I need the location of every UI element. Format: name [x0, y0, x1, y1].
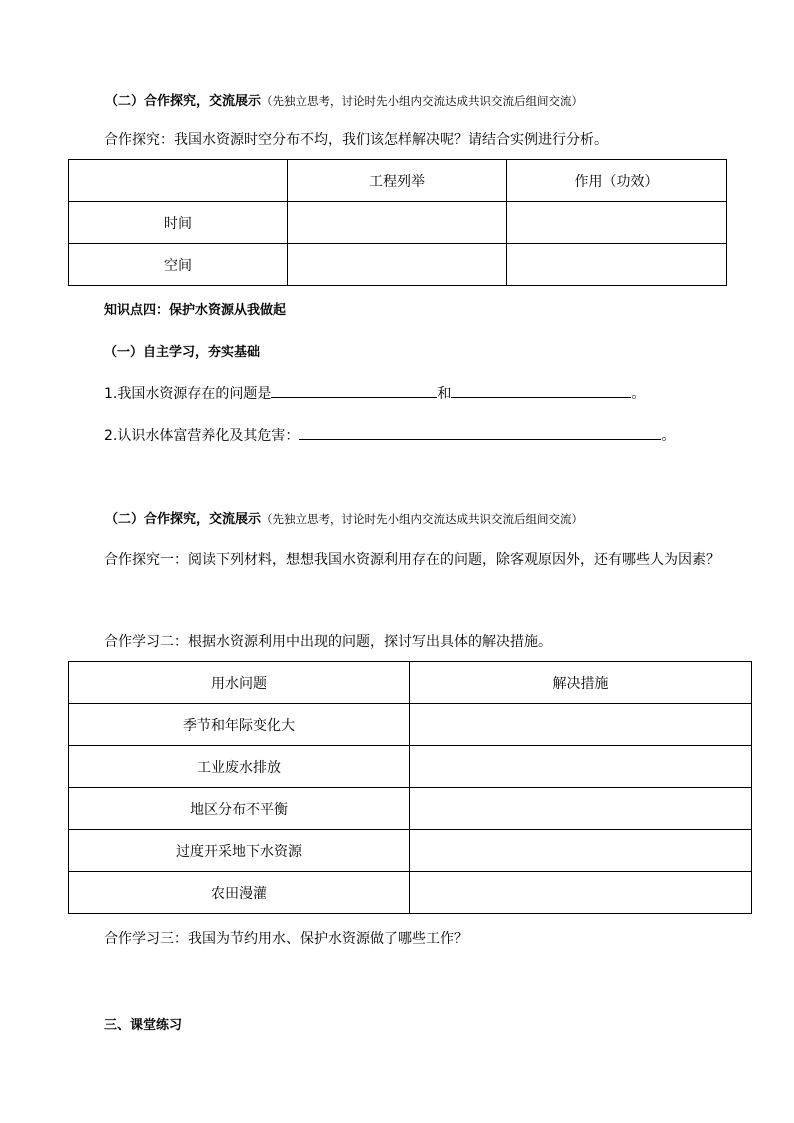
- section1-heading-note: （先独立思考，讨论时先小组内交流达成共识交流后组间交流）: [261, 94, 584, 108]
- table-header-row: [69, 160, 727, 202]
- table-cell-blank[interactable]: [507, 202, 727, 244]
- section2-heading-title: （二）合作探究，交流展示: [105, 512, 262, 527]
- question-2-end: 。: [661, 428, 676, 444]
- section2-prompt-2: 合作学习二：根据水资源利用中出现的问题，探讨写出具体的解决措施。: [104, 634, 552, 650]
- table-row: [69, 704, 752, 746]
- table-row-label: 地区分布不平衡: [69, 788, 410, 830]
- table-row: [69, 830, 752, 872]
- table-header-row: [69, 662, 752, 704]
- knowledge-point-title: 知识点四：保护水资源从我做起: [104, 303, 287, 318]
- section2-heading: [105, 508, 583, 527]
- engineering-table: [68, 159, 727, 286]
- table-cell-blank[interactable]: [410, 746, 752, 788]
- section1-heading: [105, 90, 583, 109]
- table-header-cell: 工程列举: [288, 160, 507, 202]
- table-row: [69, 788, 752, 830]
- table-cell-blank[interactable]: [410, 704, 752, 746]
- table-header-cell: 作用（功效）: [507, 160, 727, 202]
- answer-blank-2[interactable]: [451, 382, 631, 398]
- table-row: [69, 244, 727, 286]
- question-2-prefix: 2.认识水体富营养化及其危害：: [104, 428, 300, 444]
- self-study-heading: （一）自主学习，夯实基础: [104, 345, 261, 360]
- practice-title: 三、课堂练习: [104, 1018, 183, 1033]
- table-cell-blank[interactable]: [410, 872, 752, 914]
- water-problem-table: [68, 661, 752, 914]
- table-header-cell: 用水问题: [69, 662, 410, 704]
- table-cell-blank[interactable]: [288, 244, 507, 286]
- table-cell-blank[interactable]: [507, 244, 727, 286]
- table-row-label: 工业废水排放: [69, 746, 410, 788]
- table-row: [69, 202, 727, 244]
- table-header-cell: [69, 160, 288, 202]
- question-1: [104, 382, 645, 403]
- question-1-prefix: 1.我国水资源存在的问题是: [104, 386, 272, 402]
- table-row-label: 季节和年际变化大: [69, 704, 410, 746]
- table-row-label: 过度开采地下水资源: [69, 830, 410, 872]
- table-cell-blank[interactable]: [288, 202, 507, 244]
- table-row-label: 空间: [69, 244, 288, 286]
- table-cell-blank[interactable]: [410, 830, 752, 872]
- table-header-cell: 解决措施: [410, 662, 752, 704]
- table-row: [69, 872, 752, 914]
- table-row: [69, 746, 752, 788]
- question-2: [104, 424, 675, 445]
- table-cell-blank[interactable]: [410, 788, 752, 830]
- section2-prompt-3: 合作学习三：我国为节约用水、保护水资源做了哪些工作？: [104, 931, 468, 947]
- question-1-end: 。: [631, 386, 646, 402]
- answer-blank-1[interactable]: [271, 382, 437, 398]
- table-row-label: 时间: [69, 202, 288, 244]
- section2-heading-note: （先独立思考，讨论时先小组内交流达成共识交流后组间交流）: [261, 512, 584, 526]
- table-row-label: 农田漫灌: [69, 872, 410, 914]
- section1-prompt: 合作探究：我国水资源时空分布不均，我们该怎样解决呢？请结合实例进行分析。: [104, 132, 608, 148]
- section2-prompt-1: 合作探究一：阅读下列材料，想想我国水资源利用存在的问题，除客观原因外，还有哪些人为因素？: [104, 552, 720, 568]
- section1-heading-title: （二）合作探究，交流展示: [105, 94, 262, 109]
- answer-blank-3[interactable]: [299, 424, 661, 440]
- question-1-mid: 和: [437, 386, 452, 402]
